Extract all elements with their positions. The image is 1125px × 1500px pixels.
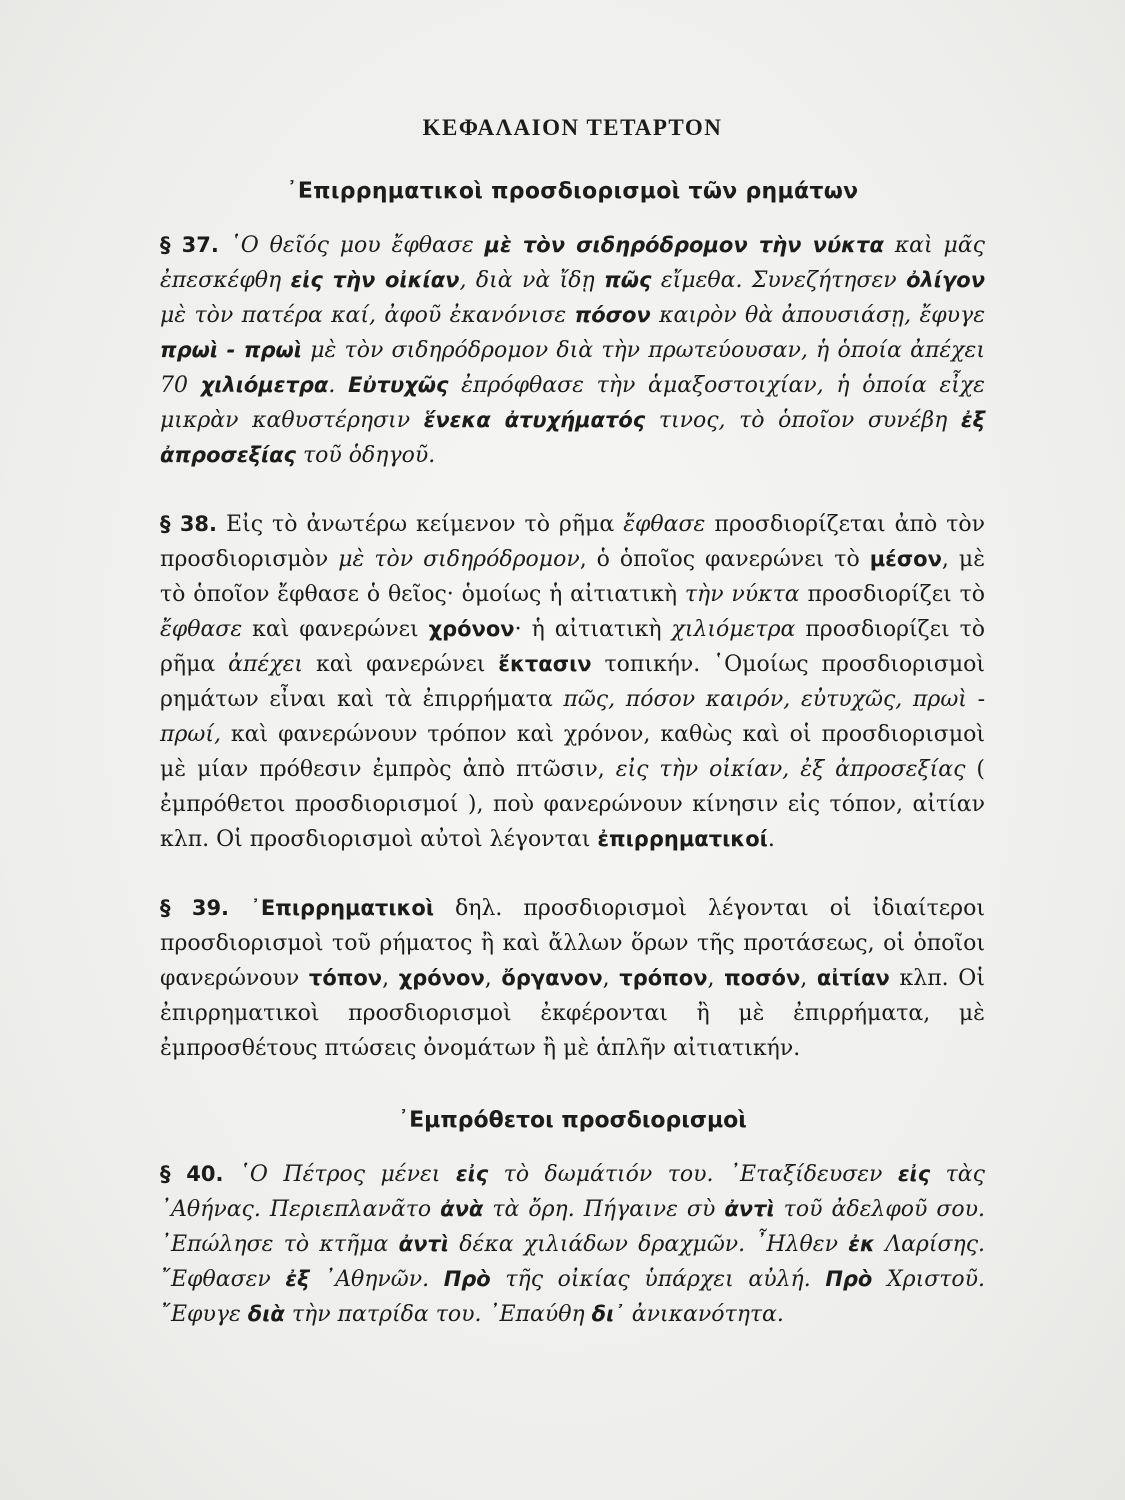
text-run: , <box>382 966 399 991</box>
text-run: . <box>328 373 349 398</box>
bold-term: ἐπιρρηματικοί <box>597 827 768 851</box>
bold-term: χιλιόμετρα <box>200 373 329 397</box>
paragraph-39 <box>160 891 985 1066</box>
bold-term: Πρὸ <box>825 1267 873 1291</box>
italic-term: μὲ τὸν σιδηρόδρομον <box>338 547 580 572</box>
text-run: καιρὸν θὰ ἀπουσιάσῃ, ἔφυγε <box>650 303 986 328</box>
section-heading: ᾿Επιρρηματικοὶ προσδιορισμοὶ τῶν ρημάτων <box>286 179 859 204</box>
paragraph-37 <box>160 228 985 473</box>
bold-term: χρόνον <box>428 617 515 641</box>
bold-term: πόσον <box>574 303 651 327</box>
text-run: ἐπρόφθασε τὴν ἁμαξοστοιχίαν, ἡ ὁποία εἶχε μικρὰν καθυστέρησιν <box>160 373 985 433</box>
text-run: ῾Ο Πέτρος μένει <box>223 1162 456 1187</box>
bold-term: ποσόν <box>724 966 801 990</box>
section-number: § 37. <box>160 233 219 257</box>
bold-term: ὄργανον <box>501 966 603 990</box>
bold-term: ἀντὶ <box>398 1232 449 1256</box>
section-number: § 39. <box>160 896 230 920</box>
section-number: § 38. <box>160 512 218 536</box>
subheading: ᾿Εμπρόθετοι προσδιορισμοὶ <box>398 1108 747 1133</box>
text-run: προσδιορίζει τὸ ρῆμα <box>160 617 985 677</box>
italic-term: εἰς τὴν οἰκίαν, ἐξ ἀπροσεξίας <box>615 757 966 782</box>
text-run: ῾Ο θεῖός μου ἔφθασε <box>218 233 485 258</box>
text-run: τοπικήν. ῾Ομοίως προσδιορισμοὶ ρημάτων εἶναι καὶ τὰ ἐπιρρήματα <box>160 652 986 712</box>
text-run: τοῦ ὁδηγοῦ. <box>296 443 436 468</box>
text-run: μὲ τὸν πατέρα καί, ἀφοῦ ἐκανόνισε <box>160 303 575 328</box>
paragraph-40 <box>160 1157 985 1332</box>
italic-term: τὴν νύκτα <box>684 582 800 607</box>
text-run: , <box>602 966 620 991</box>
bold-term: αἰτίαν <box>816 966 890 990</box>
bold-term: τρόπον <box>619 966 708 990</box>
text-run: . <box>767 827 775 852</box>
text-run: τὴν πατρίδα του. ᾿Επαύθη <box>284 1302 592 1327</box>
italic-term: ἔφθασε <box>623 512 706 537</box>
bold-term: πρωὶ - πρωὶ <box>160 338 302 362</box>
text-run: τὰς ᾿Αθήνας. Περιεπλανᾶτο <box>160 1162 985 1222</box>
text-run: προσδιορίζεται ἀπὸ τὸν προσδιορισμὸν <box>160 512 986 572</box>
text-run: τῆς οἰκίας ὑπάρχει αὐλή. <box>490 1267 826 1292</box>
text-run: τινος, τὸ ὁποῖον συνέβη <box>645 408 961 433</box>
bold-term: ὀλίγον <box>906 268 985 292</box>
italic-term: ἔφθασε <box>160 617 243 642</box>
bold-term: ἐκ <box>848 1232 875 1256</box>
text-run: , <box>707 966 725 991</box>
text-run: κλπ. Οἱ ἐπιρρηματικοὶ προσδιορισμοὶ ἐκφέρονται ἢ μὲ ἐπιρρήματα, μὲ ἐμπροσθέτους πτώσεις ὀνομάτων ἢ μὲ ἁπλῆν αἰτιατικήν. <box>160 966 985 1061</box>
bold-term: ἐξ <box>285 1267 310 1291</box>
section-number: § 40. <box>160 1162 224 1186</box>
text-run: · ἡ αἰτιατικὴ <box>514 617 672 642</box>
bold-term: εἰς τὴν οἰκίαν <box>290 268 460 292</box>
text-run: ἀνικανότητα. <box>624 1302 784 1327</box>
text-run: , ὁ ὁποῖος φανερώνει τὸ <box>579 547 870 572</box>
bold-term: εἰς <box>455 1162 489 1186</box>
chapter-title: ΚΕΦΑΛΑΙΟΝ ΤΕΤΑΡΤΟΝ <box>422 115 723 140</box>
paragraph-38 <box>160 507 985 857</box>
text-run: καὶ φανερώνουν τρόπον καὶ χρόνον, καθὼς καὶ οἱ προσδιορισμοὶ μὲ μίαν πρόθεσιν ἐμπρὸς ἀπὸ πτῶσιν, <box>160 722 985 782</box>
text-run: καὶ φανερώνει <box>303 652 499 677</box>
bold-term: τόπον <box>308 966 383 990</box>
bold-term: μέσον <box>869 547 942 571</box>
bold-term: διὰ <box>247 1302 285 1326</box>
text-run: καὶ φανερώνει <box>242 617 429 642</box>
bold-term: ἀνὰ <box>440 1197 484 1221</box>
bold-term: ἕνεκα ἀτυχήματός <box>423 408 646 432</box>
bold-term: ἐξ ἀπροσεξίας <box>160 408 985 467</box>
text-run: προσδιορίζει τὸ <box>799 582 986 607</box>
bold-term: μὲ τὸν σιδηρόδρομον τὴν νύκτα <box>484 233 884 257</box>
italic-term: χιλιόμετρα <box>671 617 796 642</box>
bold-term: Πρὸ <box>443 1267 491 1291</box>
bold-term: ἔκτασιν <box>498 652 592 676</box>
bold-term: χρόνον <box>398 966 485 990</box>
text-run: Εἰς τὸ ἀνωτέρω κείμενον τὸ ρῆμα <box>217 512 624 537</box>
italic-term: πῶς, πόσον καιρόν, εὐτυχῶς, πρωὶ - πρωί, <box>160 687 985 747</box>
text-run: εἴμεθα. Συνεζήτησεν <box>651 268 907 293</box>
text-run: δέκα χιλιάδων δραχμῶν. ῏Ηλθεν <box>448 1232 849 1257</box>
text-run: τὸ δωμάτιόν του. ᾿Εταξίδευσεν <box>488 1162 898 1187</box>
text-run: τὰ ὄρη. Πήγαινε σὺ <box>483 1197 725 1222</box>
text-run: , <box>800 966 817 991</box>
text-run: μὲ τὸν σιδηρόδρομον διὰ τὴν πρωτεύουσαν, ἡ ὁποία ἀπέχει 70 <box>160 338 985 398</box>
text-run: , μὲ τὸ ὁποῖον ἔφθασε ὁ θεῖος· ὁμοίως ἡ αἰτιατικὴ <box>160 547 985 607</box>
text-run: , διὰ νὰ ἴδῃ <box>459 268 605 293</box>
text-run: τοῦ ἀδελφοῦ σου. ᾿Επώλησε τὸ κτῆμα <box>160 1197 986 1257</box>
text-run: δηλ. προσδιορισμοὶ λέγονται οἱ ἰδιαίτεροι προσδιορισμοὶ τοῦ ρήματος ἢ καὶ ἄλλων ὅρων τῆς προτάσεως, οἱ ὁποῖοι φανερώνουν <box>160 896 985 991</box>
bold-term: ἀντὶ <box>724 1197 775 1221</box>
bold-term: εἰς <box>897 1162 931 1186</box>
bold-term: δι᾿ <box>591 1302 625 1326</box>
text-run: ᾿Αθηνῶν. <box>309 1267 444 1292</box>
text-run: ( ἐμπρόθετοι προσδιορισμοί ), ποὺ φανερώνουν κίνησιν εἰς τόπον, αἰτίαν κλπ. Οἱ προσδιορισμοὶ αὐτοὶ λέγονται <box>160 757 986 852</box>
bold-term: πῶς <box>604 268 652 292</box>
italic-term: ἀπέχει <box>228 652 304 677</box>
text-run: Λαρίσης. ῎Εφθασεν <box>160 1232 986 1292</box>
text-run: Χριστοῦ. ῎Εφυγε <box>160 1267 985 1327</box>
bold-term: Εὐτυχῶς <box>348 373 449 397</box>
bold-term: ᾿Επιρρηματικοὶ <box>229 896 435 920</box>
text-run: , <box>484 966 502 991</box>
text-run: καὶ μᾶς ἐπεσκέφθη <box>160 233 986 293</box>
